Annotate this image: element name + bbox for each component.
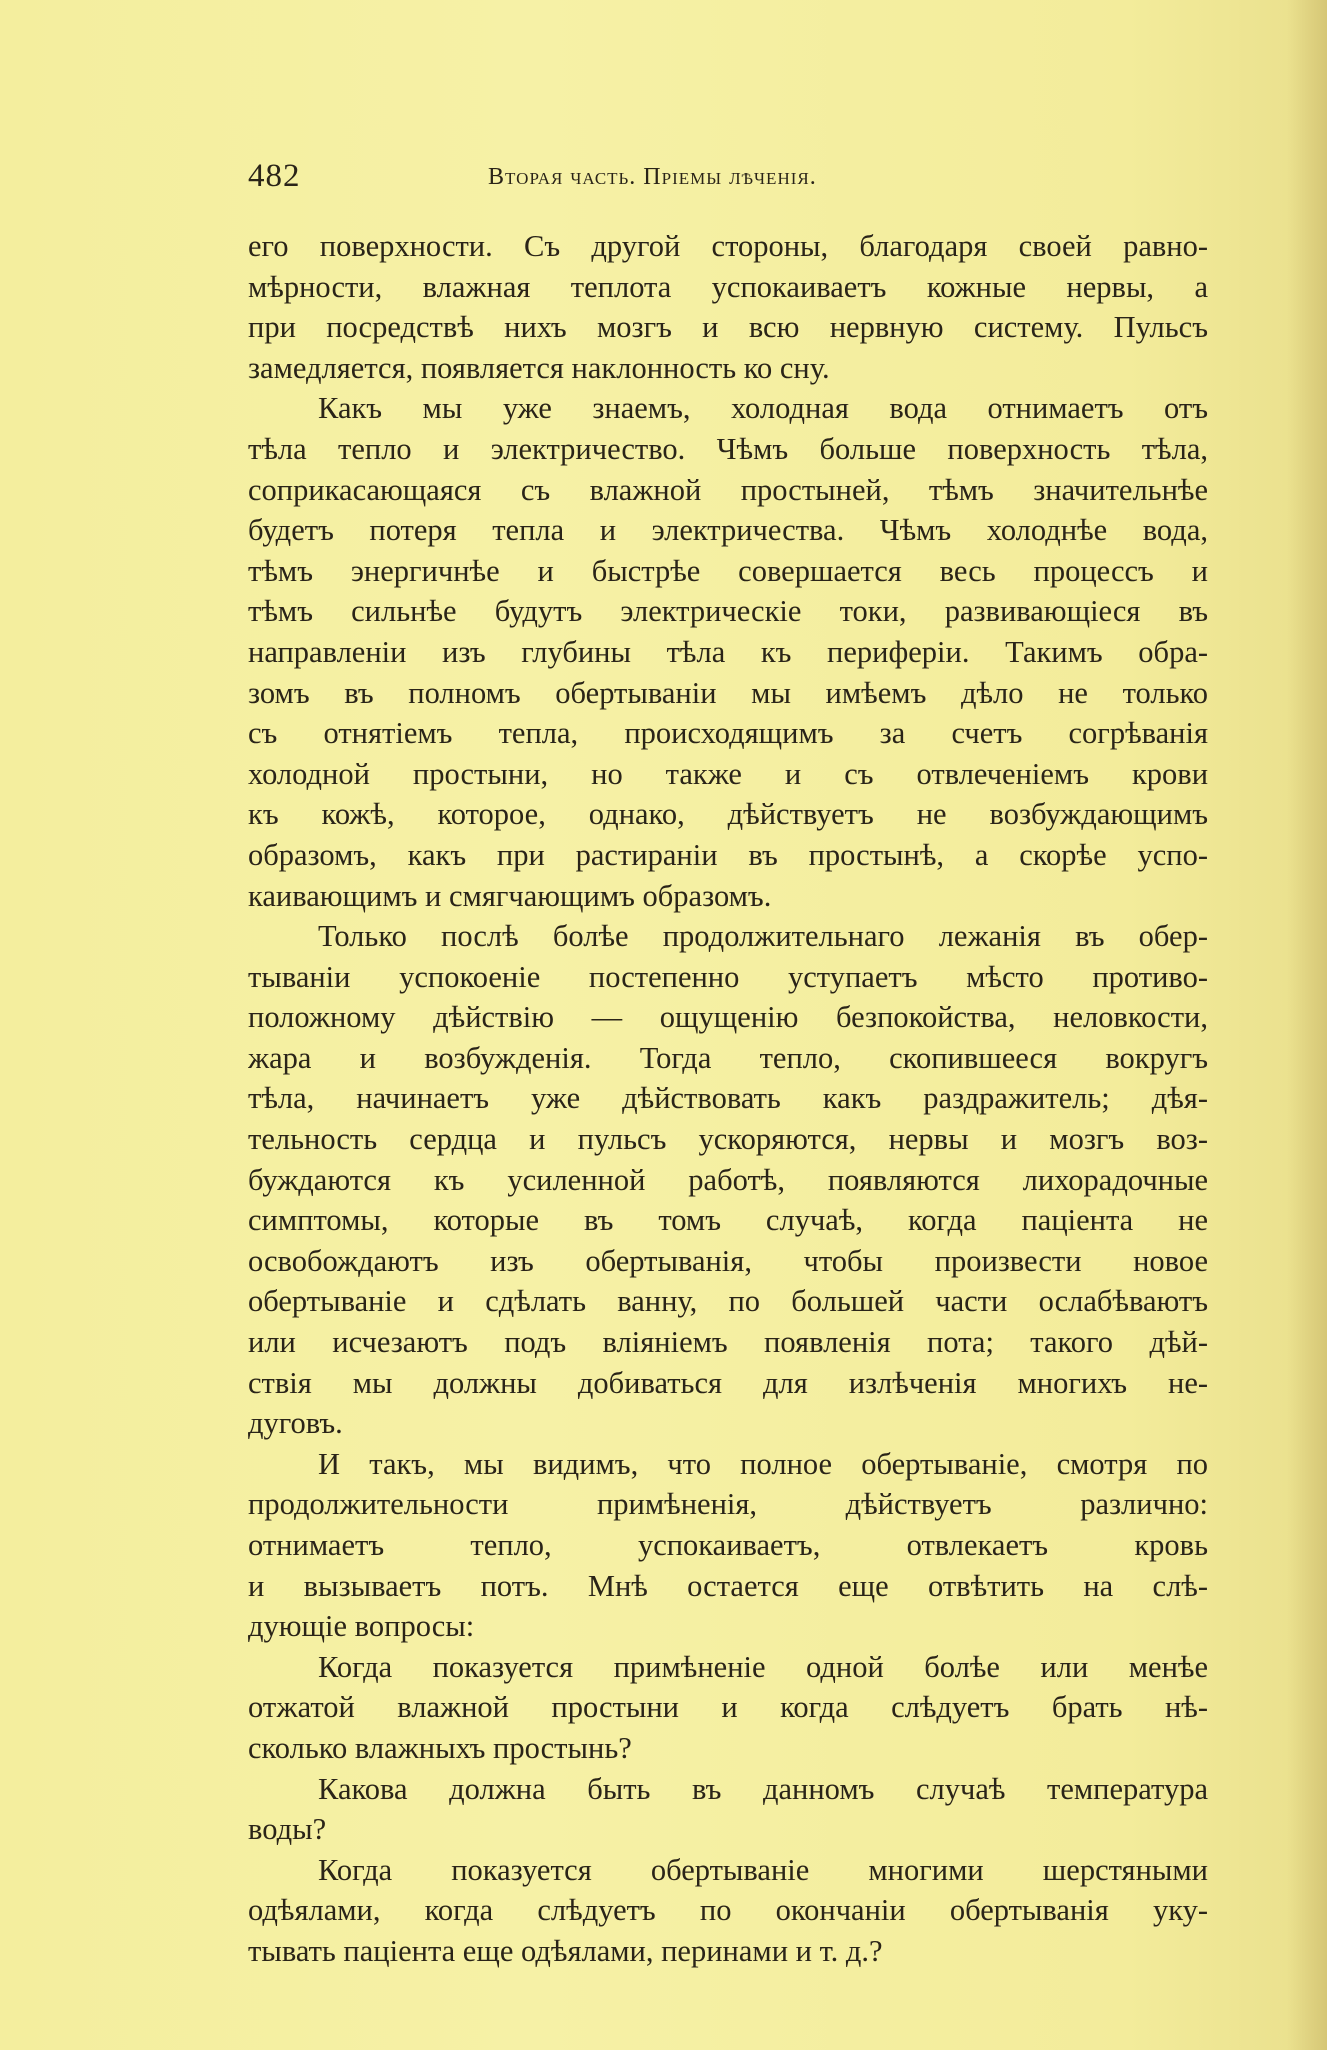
text-line: соприкасающаяся съ влажной простыней, тѣмъ значительнѣе	[248, 472, 1208, 507]
paragraph	[248, 1647, 1208, 1769]
text-line: Когда показуется обертываніе многими шерстяными	[318, 1852, 1208, 1887]
text-line: тѣла, начинаетъ уже дѣйствовать какъ раздражитель; дѣя-	[248, 1081, 1208, 1116]
page-gutter-shadow	[1287, 0, 1327, 2050]
text-line: положному дѣйствію — ощущенію безпокойства, неловкости,	[248, 1000, 1208, 1035]
text-line: Только послѣ болѣе продолжительнаго лежанія въ обер-	[318, 919, 1208, 954]
text-line: освобождаютъ изъ обертыванія, чтобы произвести новое	[248, 1243, 1208, 1278]
text-line: сколько влажныхъ простынь?	[248, 1730, 632, 1765]
text-line: Какъ мы уже знаемъ, холодная вода отнимаетъ отъ	[318, 391, 1208, 426]
text-line: его поверхности. Съ другой стороны, благодаря своей равно-	[248, 229, 1208, 263]
text-line: тѣла тепло и электричество. Чѣмъ больше поверхность тѣла,	[248, 431, 1208, 466]
text-line: тѣмъ сильнѣе будутъ электрическіе токи, развивающіеся въ	[248, 594, 1208, 629]
paragraph	[248, 916, 1208, 1444]
text-line: при посредствѣ нихъ мозгъ и всю нервную систему. Пульсъ	[248, 310, 1208, 345]
text-line: зомъ въ полномъ обертываніи мы имѣемъ дѣло не только	[248, 675, 1208, 710]
text-line: дуговъ.	[248, 1406, 343, 1441]
text-line: или исчезаютъ подъ вліяніемъ появленія пота; такого дѣй-	[248, 1325, 1208, 1360]
text-line: съ отнятіемъ тепла, происходящимъ за счетъ согрѣванія	[248, 716, 1208, 751]
page-number: 482	[248, 158, 301, 194]
text-line: ствія мы должны добиваться для излѣченія многихъ не-	[248, 1365, 1208, 1400]
text-line: холодной простыни, но также и съ отвлеченіемъ крови	[248, 756, 1208, 791]
text-line: къ кожѣ, которое, однако, дѣйствуетъ не возбуждающимъ	[248, 797, 1208, 832]
text-line: образомъ, какъ при растираніи въ простынѣ, а скорѣе успо-	[248, 837, 1208, 872]
running-title: Вторая часть. Пріемы лѣченія.	[488, 164, 817, 190]
text-line: воды?	[248, 1812, 327, 1847]
text-line: дующіе вопросы:	[248, 1609, 475, 1644]
text-line: тѣмъ энергичнѣе и быстрѣе совершается весь процессъ и	[248, 553, 1208, 588]
text-line: тывать паціента еще одѣялами, перинами и т. д.?	[248, 1933, 883, 1968]
running-head	[248, 158, 1078, 202]
paragraph	[248, 388, 1208, 916]
paragraph	[248, 1444, 1208, 1647]
text-line: отжатой влажной простыни и когда слѣдуетъ брать нѣ-	[248, 1690, 1208, 1725]
paragraph	[248, 226, 1208, 388]
text-line: обертываніе и сдѣлать ванну, по большей части ослабѣваютъ	[248, 1284, 1208, 1319]
text-line: каивающимъ и смягчающимъ образомъ.	[248, 878, 772, 913]
body-text	[248, 226, 1208, 1972]
text-line: тельность сердца и пульсъ ускоряются, нервы и мозгъ воз-	[248, 1122, 1208, 1157]
text-line: И такъ, мы видимъ, что полное обертываніе, смотря по	[318, 1446, 1208, 1481]
text-line: Какова должна быть въ данномъ случаѣ температура	[318, 1771, 1208, 1806]
text-line: и вызываетъ потъ. Мнѣ остается еще отвѣтить на слѣ-	[248, 1568, 1208, 1603]
text-line: симптомы, которые въ томъ случаѣ, когда паціента не	[248, 1203, 1208, 1238]
paragraph	[248, 1850, 1208, 1972]
text-line: буждаются къ усиленной работѣ, появляются лихорадочные	[248, 1162, 1208, 1197]
text-line: будетъ потеря тепла и электричества. Чѣмъ холоднѣе вода,	[248, 513, 1208, 548]
text-line: направленіи изъ глубины тѣла къ периферіи. Такимъ обра-	[248, 634, 1208, 669]
text-line: одѣялами, когда слѣдуетъ по окончаніи обертыванія уку-	[248, 1893, 1208, 1928]
text-line: продолжительности примѣненія, дѣйствуетъ различно:	[248, 1487, 1208, 1522]
paragraph	[248, 1769, 1208, 1850]
text-line: Когда показуется примѣненіе одной болѣе или менѣе	[318, 1649, 1208, 1684]
text-line: отнимаетъ тепло, успокаиваетъ, отвлекаетъ кровь	[248, 1528, 1208, 1562]
text-line: жара и возбужденія. Тогда тепло, скопившееся вокругъ	[248, 1040, 1208, 1075]
text-line: тываніи успокоеніе постепенно уступаетъ мѣсто противо-	[248, 959, 1208, 994]
text-line: мѣрности, влажная теплота успокаиваетъ кожные нервы, а	[248, 269, 1208, 304]
text-line: замедляется, появляется наклонность ко сну.	[248, 350, 830, 385]
